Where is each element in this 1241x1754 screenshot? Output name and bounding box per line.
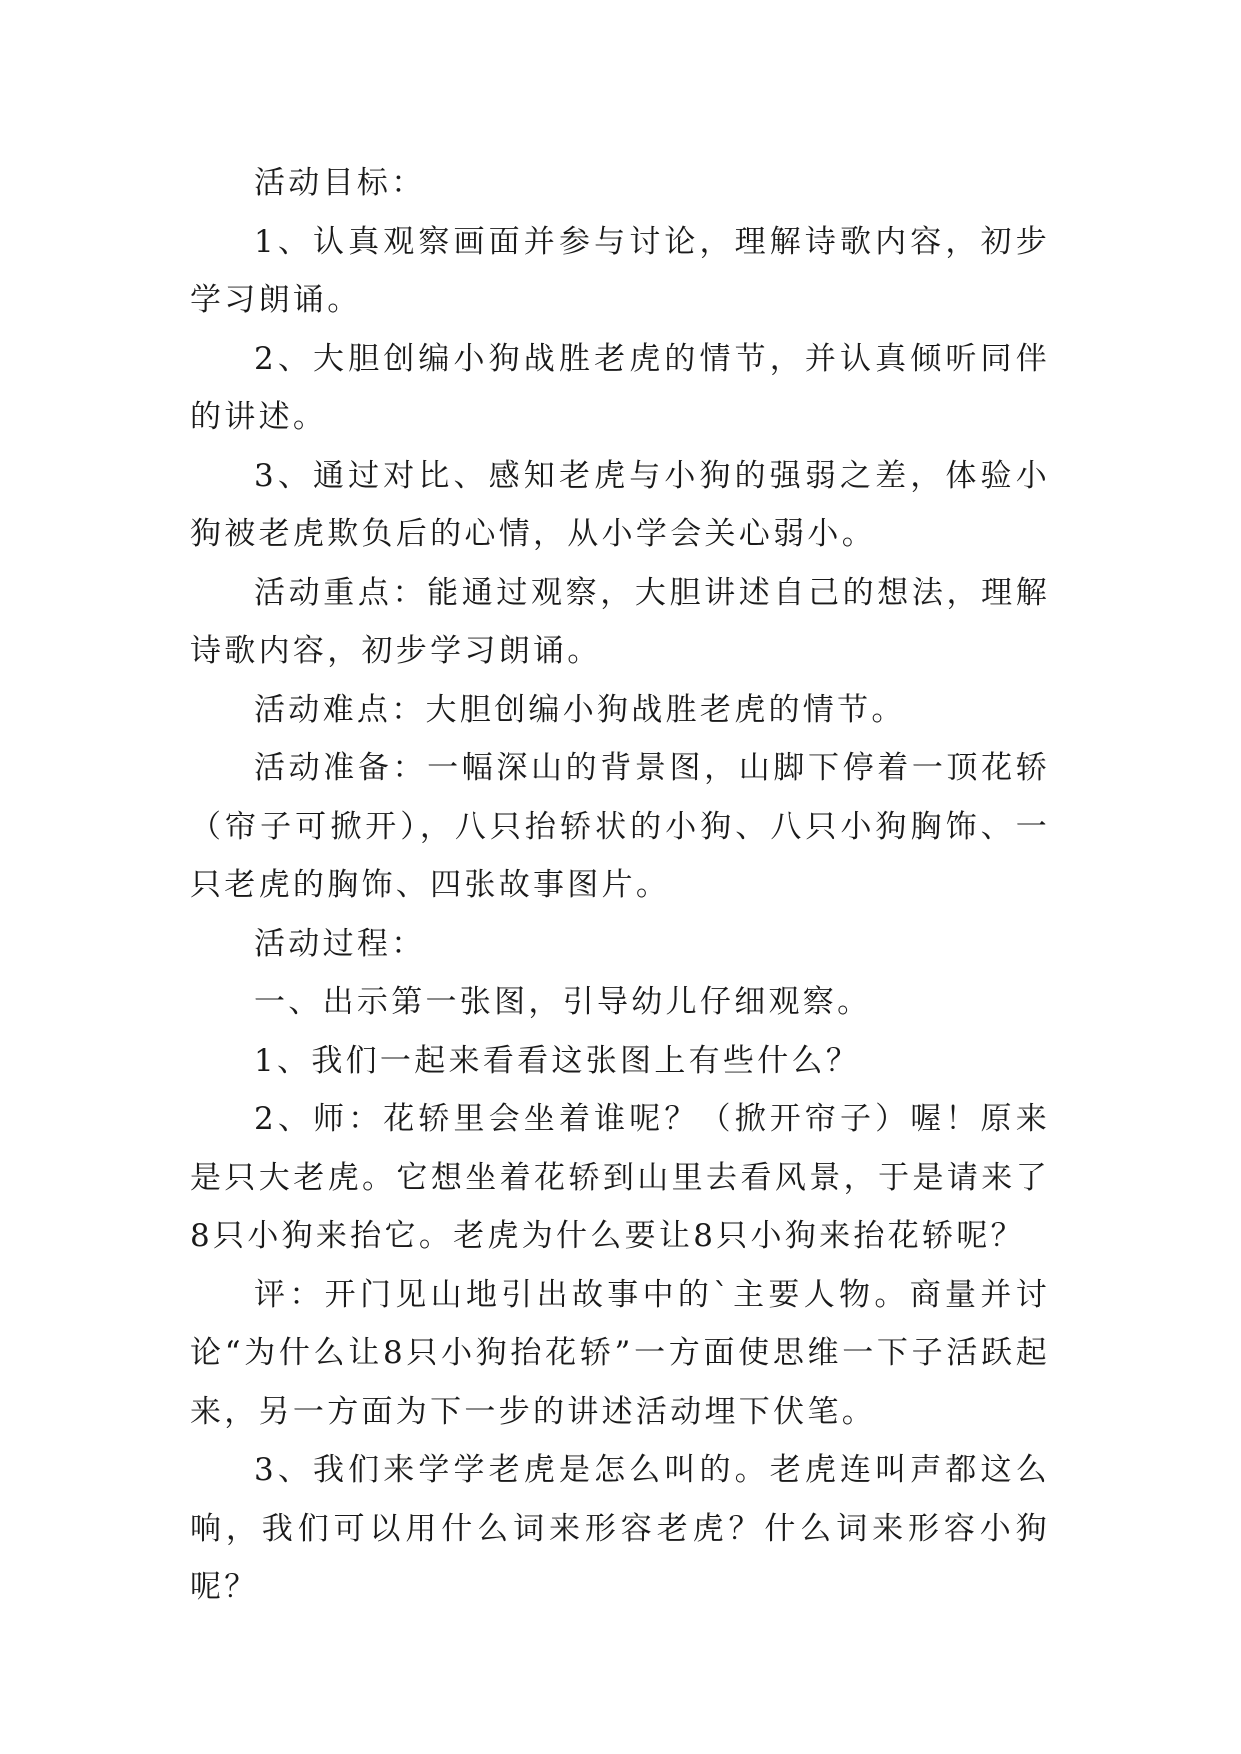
goal-item-2: 2、大胆创编小狗战胜老虎的情节，并认真倾听同伴的讲述。 xyxy=(190,340,1050,435)
commentary-paragraph: 评：开门见山地引出故事中的`主要人物。商量并讨论“为什么让8只小狗抬花轿”一方面使思维一下子活跃起来，另一方面为下一步的讲述活动埋下伏笔。 xyxy=(190,1276,1050,1430)
document-body xyxy=(190,154,1050,1617)
process-question-1: 1、我们一起来看看这张图上有些什么？ xyxy=(254,1042,861,1079)
goal-item-1: 1、认真观察画面并参与讨论，理解诗歌内容，初步学习朗诵。 xyxy=(190,223,1050,318)
process-question-3: 3、我们来学学老虎是怎么叫的。老虎连叫声都这么响，我们可以用什么词来形容老虎？什么词来形容小狗呢？ xyxy=(190,1452,1050,1605)
process-question-2: 2、师：花轿里会坐着谁呢？（掀开帘子）喔！原来是只大老虎。它想坐着花轿到山里去看风景，于是请来了8只小狗来抬它。老虎为什么要让8只小狗来抬花轿呢？ xyxy=(190,1101,1050,1254)
difficulty-paragraph: 活动难点：大胆创编小狗战胜老虎的情节。 xyxy=(254,691,906,728)
preparation-paragraph: 活动准备：一幅深山的背景图，山脚下停着一顶花轿（帘子可掀开），八只抬轿状的小狗、八只小狗胸饰、一只老虎的胸饰、四张故事图片。 xyxy=(190,750,1050,903)
goal-item-3: 3、通过对比、感知老虎与小狗的强弱之差，体验小狗被老虎欺负后的心情，从小学会关心弱小。 xyxy=(190,457,1050,552)
section-heading-process: 活动过程： xyxy=(254,925,426,962)
process-step-1: 一、出示第一张图，引导幼儿仔细观察。 xyxy=(254,984,872,1020)
section-heading-goals: 活动目标： xyxy=(254,165,426,201)
key-point-paragraph: 活动重点：能通过观察，大胆讲述自己的想法，理解诗歌内容，初步学习朗诵。 xyxy=(190,574,1050,669)
